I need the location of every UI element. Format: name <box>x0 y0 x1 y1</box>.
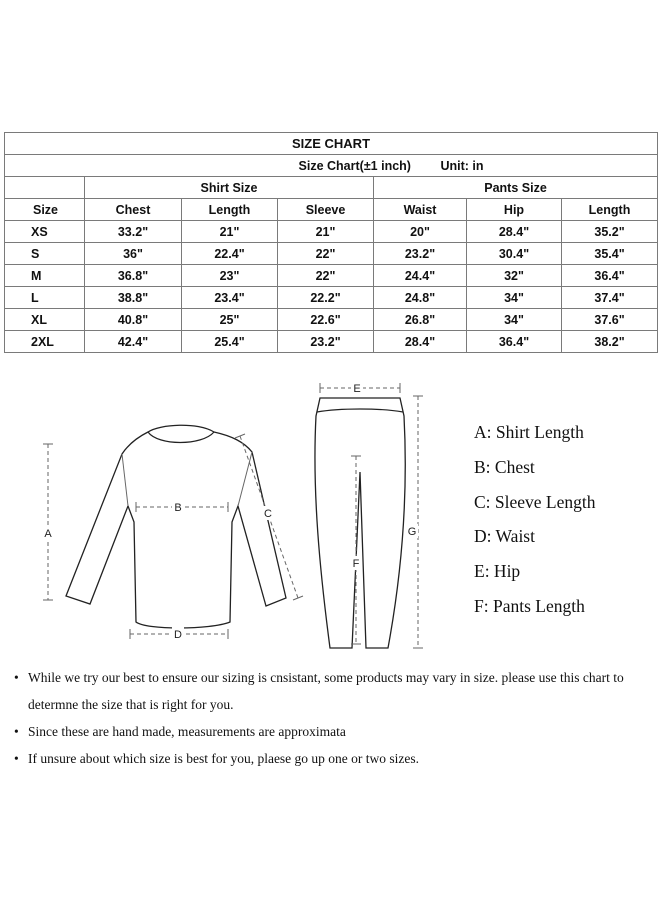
pants-length-cell: 36.4" <box>562 265 658 287</box>
mark-e: E <box>353 383 361 395</box>
hip-cell: 36.4" <box>467 331 562 353</box>
sleeve-cell: 22" <box>278 243 374 265</box>
pants-size-group: Pants Size <box>374 177 658 199</box>
chest-cell: 40.8" <box>85 309 182 331</box>
chest-cell: 36" <box>85 243 182 265</box>
header-hip: Hip <box>467 199 562 221</box>
sleeve-cell: 22" <box>278 265 374 287</box>
waist-cell: 28.4" <box>374 331 467 353</box>
group-header-blank <box>5 177 85 199</box>
pants-outline <box>315 398 405 648</box>
pants-length-cell: 37.4" <box>562 287 658 309</box>
waist-cell: 23.2" <box>374 243 467 265</box>
legend-item: E: Hip <box>474 561 521 582</box>
mark-f: F <box>352 558 360 570</box>
table-row <box>5 331 658 353</box>
legend-item: B: Chest <box>474 456 535 477</box>
sizing-notes <box>14 664 650 772</box>
shirt-length-cell: 25" <box>182 309 278 331</box>
table-title: SIZE CHART <box>5 133 658 155</box>
shirt-size-group: Shirt Size <box>85 177 374 199</box>
legend-item: C: Sleeve Length <box>474 491 596 512</box>
sleeve-cell: 21" <box>278 221 374 243</box>
shirt-neckline <box>148 432 214 443</box>
shirt-length-cell: 22.4" <box>182 243 278 265</box>
sleeve-cell: 22.6" <box>278 309 374 331</box>
size-chart-table <box>4 132 658 353</box>
tolerance-label: Size Chart(±1 inch) <box>298 158 411 173</box>
size-cell: L <box>5 287 85 309</box>
size-cell: 2XL <box>5 331 85 353</box>
chest-cell: 36.8" <box>85 265 182 287</box>
header-size: Size <box>5 199 85 221</box>
chest-cell: 33.2" <box>85 221 182 243</box>
waist-cell: 20" <box>374 221 467 243</box>
table-row <box>5 221 658 243</box>
mark-d: D <box>174 629 182 641</box>
mark-c: C <box>264 508 272 520</box>
table-subtitle-cell <box>5 155 658 177</box>
sleeve-cell: 22.2" <box>278 287 374 309</box>
table-title-row <box>5 133 658 155</box>
table-row <box>5 309 658 331</box>
header-shirt-length: Length <box>182 199 278 221</box>
table-row <box>5 265 658 287</box>
hip-cell: 34" <box>467 309 562 331</box>
mark-g: G <box>407 526 417 538</box>
legend-item: D: Waist <box>474 526 535 547</box>
header-pants-length: Length <box>562 199 658 221</box>
shirt-length-cell: 23.4" <box>182 287 278 309</box>
size-cell: XS <box>5 221 85 243</box>
table-row <box>5 243 658 265</box>
table-subtitle-row <box>5 155 658 177</box>
shirt-right-seam <box>238 452 252 506</box>
sleeve-cell: 23.2" <box>278 331 374 353</box>
mark-b: B <box>174 502 182 514</box>
pants-length-cell: 37.6" <box>562 309 658 331</box>
note-item: • If unsure about which size is best for you, plaese go up one or two sizes. <box>14 745 650 772</box>
chest-cell: 38.8" <box>85 287 182 309</box>
note-item: • Since these are hand made, measurements are approximata <box>14 718 650 745</box>
hip-cell: 30.4" <box>467 243 562 265</box>
waist-cell: 24.4" <box>374 265 467 287</box>
pants-waistband <box>317 409 403 412</box>
size-cell: S <box>5 243 85 265</box>
size-cell: M <box>5 265 85 287</box>
shirt-length-mark <box>43 444 53 600</box>
group-header-row <box>5 177 658 199</box>
unit-label: Unit: in <box>440 158 484 173</box>
pants-length-cell: 35.2" <box>562 221 658 243</box>
shirt-length-cell: 23" <box>182 265 278 287</box>
header-waist: Waist <box>374 199 467 221</box>
waist-cell: 24.8" <box>374 287 467 309</box>
table-row <box>5 287 658 309</box>
mark-a: A <box>44 528 52 540</box>
hip-cell: 34" <box>467 287 562 309</box>
shirt-length-cell: 25.4" <box>182 331 278 353</box>
note-item: • While we try our best to ensure our sizing is cnsistant, some products may vary in size. please use this chart to determne the size that is right for you. <box>14 664 650 718</box>
legend-item: F: Pants Length <box>474 595 585 616</box>
pants-length-cell: 38.2" <box>562 331 658 353</box>
outer-length-mark <box>413 396 423 648</box>
column-header-row <box>5 199 658 221</box>
legend-item: A: Shirt Length <box>474 422 584 442</box>
waist-cell: 26.8" <box>374 309 467 331</box>
header-sleeve: Sleeve <box>278 199 374 221</box>
shirt-left-seam <box>122 454 128 506</box>
size-cell: XL <box>5 309 85 331</box>
hip-cell: 32" <box>467 265 562 287</box>
chest-cell: 42.4" <box>85 331 182 353</box>
shirt-length-cell: 21" <box>182 221 278 243</box>
measurement-legend <box>474 420 596 629</box>
pants-length-cell: 35.4" <box>562 243 658 265</box>
hip-cell: 28.4" <box>467 221 562 243</box>
shirt-outline <box>66 425 286 628</box>
header-chest: Chest <box>85 199 182 221</box>
